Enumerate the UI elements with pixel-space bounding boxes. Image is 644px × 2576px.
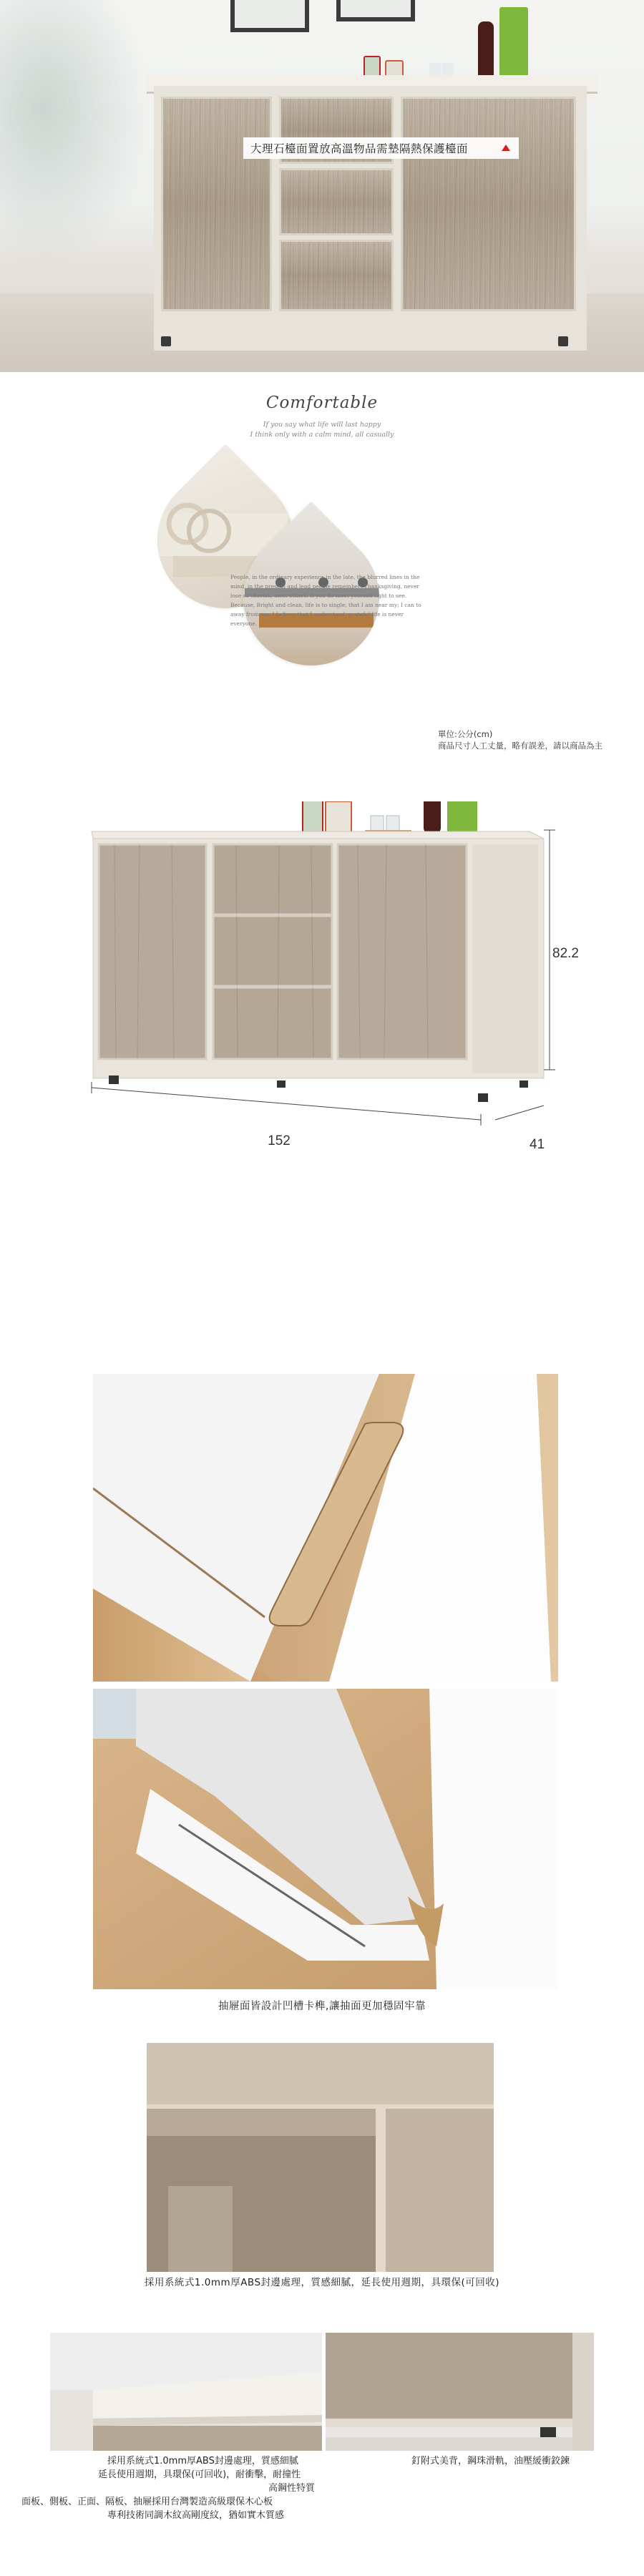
material-spec-line: 面板、側板、正面、隔板、抽屜採用台灣製造高級環保木心板: [21, 2497, 273, 2507]
unit-line: 單位:公分(cm): [438, 729, 493, 739]
jar-decor: [326, 801, 351, 832]
unit-note: [438, 728, 602, 751]
cabinet-foot: [109, 1075, 119, 1084]
cabinet-drawer: [279, 168, 394, 235]
cabinet-foot: [558, 336, 568, 346]
comfortable-subtitle: If you say what life will last happy: [263, 421, 381, 429]
hero-caption-text: 大理石檯面置放高溫物品需墊隔熱保護檯面: [250, 142, 469, 155]
cabinet-front: [326, 2333, 572, 2419]
cabinet-drawer: [279, 240, 394, 311]
cabinet-foot: [519, 1080, 528, 1088]
english-body-text: People, in the ordinary experience in the late, the blurred lines in the mind, in the present and lead people remember; Thanksgiving, never lose so cherish, most others. If you do meet yourself light to see. Because, Bright and clean, life is to single, that I am near my; I can to away from me, I believe that I understand, grateful life is never everyone.: [230, 574, 421, 627]
cabinet-foot: [161, 336, 171, 346]
wall-picture-frame: [336, 0, 415, 21]
cabinet-inner-panel: [168, 2186, 233, 2272]
gift-box-decor: [499, 7, 528, 79]
cabinet-drawer: [213, 987, 332, 1059]
cabinet-side-panel: [472, 844, 538, 1073]
material-spec-line: 延長使用週期，具環保(可回收)，耐衝擊，耐撞性: [98, 2469, 301, 2480]
triangle-up-icon: [502, 145, 510, 151]
cabinet-drawer: [213, 844, 332, 914]
cabinet-side: [572, 2333, 594, 2451]
drawer-slot-photo: [93, 1689, 558, 1989]
cabinet-foot: [540, 2427, 556, 2437]
cabinet-front: [93, 2426, 322, 2451]
jar-decor: [303, 801, 323, 832]
edge-caption: 採用系統式1.0mm厚ABS封邊處理，質感細膩，延長使用週期，具環保(可回收): [144, 2277, 500, 2288]
white-side-panel: [429, 1689, 558, 1989]
comfortable-subtitle: I think only with a calm mind, all casually: [250, 431, 394, 439]
material-spec-line: 採用系統式1.0mm厚ABS封邊處理，質感細膩: [107, 2456, 298, 2467]
measurement-disclaimer: 商品尺寸人工丈量，略有誤差，請以商品為主: [438, 741, 602, 751]
edge-band: [147, 2104, 494, 2109]
groove-caption: 抽屜面皆設計凹槽卡榫,讓抽面更加穩固牢靠: [218, 2001, 426, 2012]
width-label: 152: [268, 1133, 291, 1148]
hardware-spec: 釘附式美背，鋼珠滑軌，油壓緩衝鉸鍊: [411, 2456, 570, 2467]
material-spec-line: 專利技術同調木紋高剛度紋，猶如實木質感: [107, 2510, 285, 2521]
width-dimension-line: [92, 1088, 481, 1120]
cabinet-base: [326, 2419, 572, 2427]
depth-label: 41: [530, 1137, 545, 1152]
cabinet-base-photo: [326, 2333, 594, 2451]
marble-top-photo: [50, 2333, 322, 2451]
drawer-groove-photo: [93, 1374, 558, 1682]
dimension-diagram: [72, 801, 587, 1202]
comfortable-title: Comfortable: [265, 394, 379, 412]
depth-dimension-line: [495, 1106, 544, 1120]
edge-band: [376, 2107, 386, 2272]
bottle-decor: [424, 801, 441, 834]
floor: [326, 2437, 572, 2451]
edge-banding-photo: [147, 2043, 494, 2272]
gift-box-decor: [447, 801, 477, 834]
cabinet-foot: [478, 1093, 488, 1102]
hero-caption: [243, 137, 519, 159]
marble-countertop: [92, 831, 544, 839]
cabinet-door-left: [161, 97, 272, 311]
material-spec-line: 高鋼性特質: [268, 2483, 316, 2494]
wall-picture-frame: [230, 0, 309, 32]
cabinet-leg-panel: [383, 2107, 494, 2272]
dimensions-section: [0, 644, 644, 1202]
cabinet-drawer: [213, 916, 332, 986]
wall-plant-decor: [0, 0, 150, 272]
bottle-decor: [478, 21, 494, 79]
cabinet-top-surface: [147, 2043, 494, 2107]
hero-photo: [0, 0, 644, 372]
cabinet-foot: [277, 1080, 286, 1088]
height-label: 82.2: [552, 946, 579, 961]
cabinet-door-right: [338, 844, 467, 1059]
cabinet-door-right: [401, 97, 576, 311]
